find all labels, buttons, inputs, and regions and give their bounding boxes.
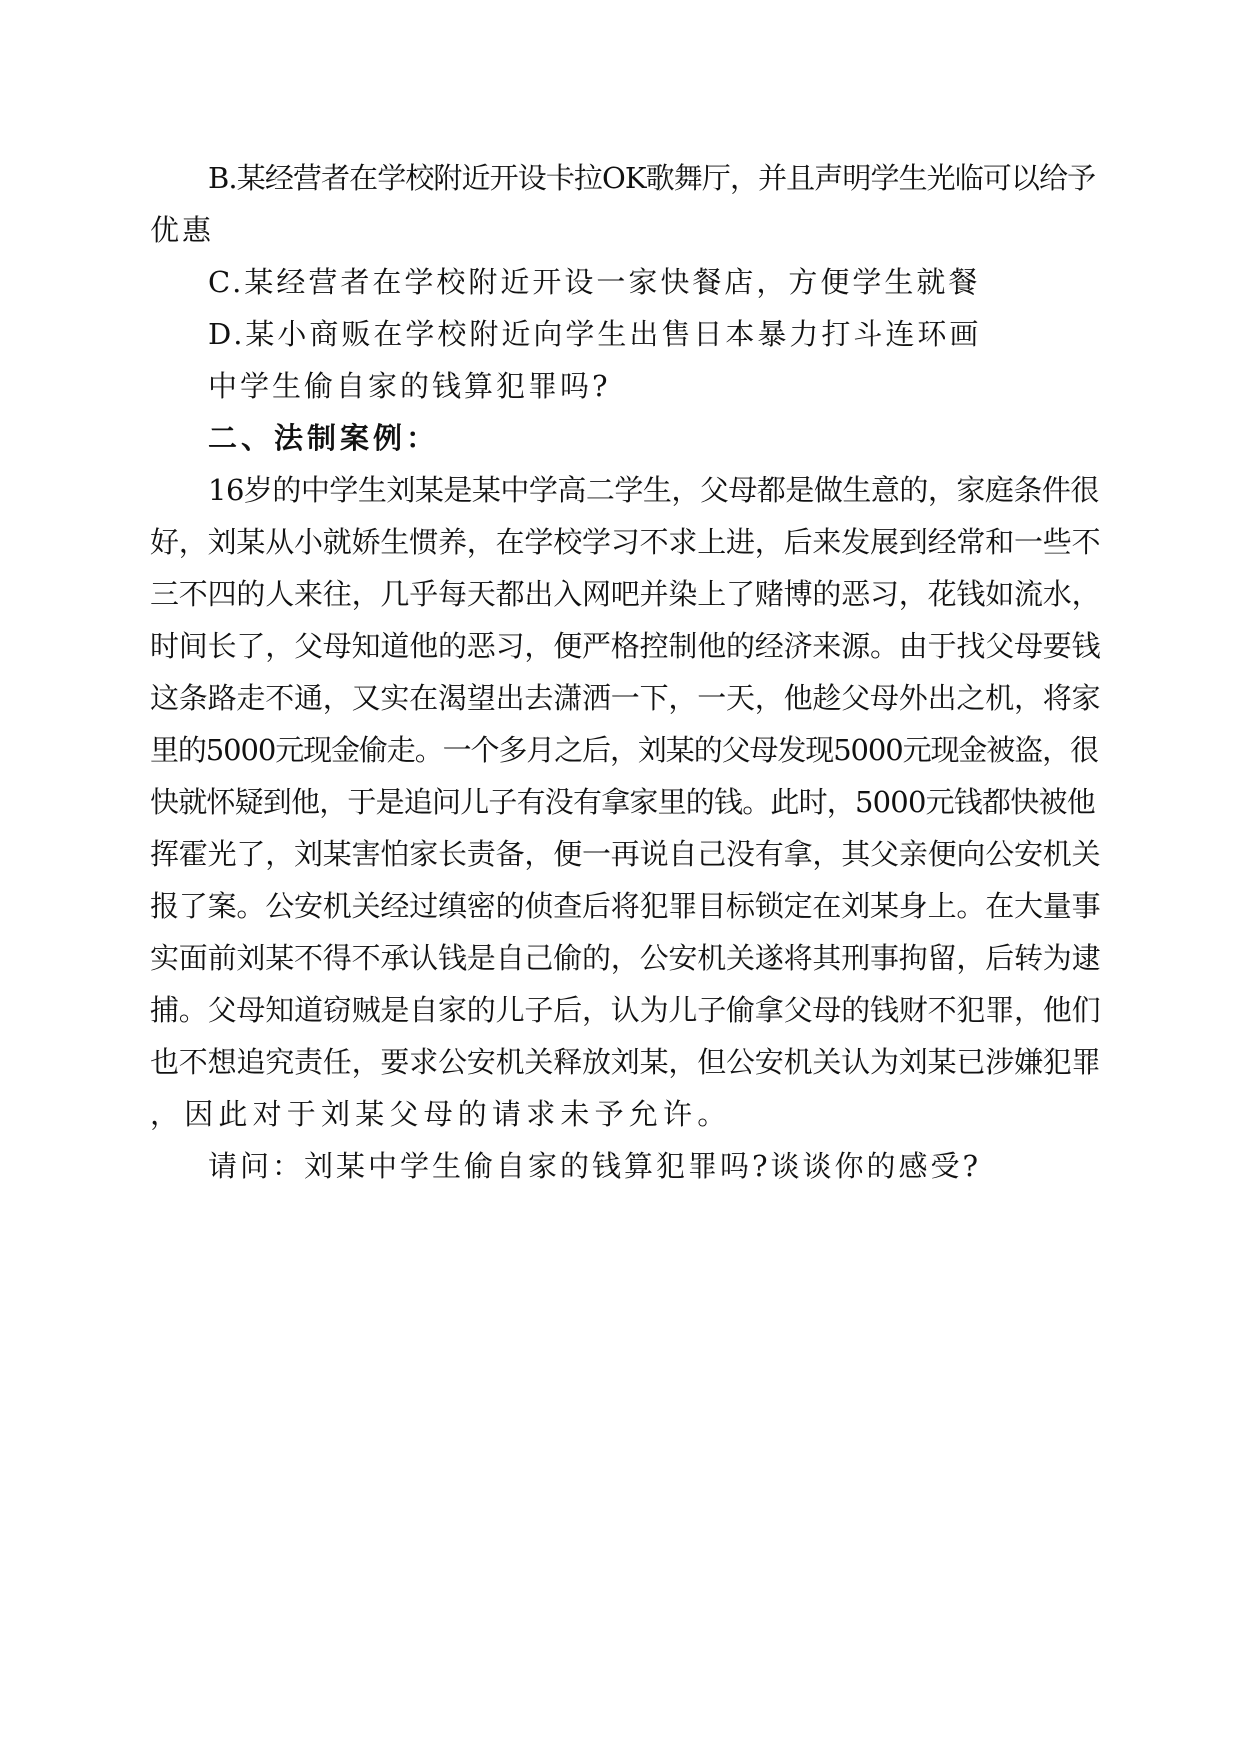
case-paragraph-line: 里的5000元现金偷走。一个多月之后，刘某的父母发现5000元现金被盗，很 — [150, 733, 1098, 767]
case-paragraph-line: ，因此对于刘某父母的请求未予允许。 — [150, 1097, 732, 1131]
case-paragraph-line: 时间长了，父母知道他的恶习，便严格控制他的经济来源。由于找父母要钱 — [150, 629, 1101, 663]
case-paragraph-line: 捕。父母知道窃贼是自家的儿子后，认为儿子偷拿父母的钱财不犯罪，他们 — [150, 993, 1101, 1027]
case-paragraph-line: 这条路走不通，又实在渴望出去潇洒一下，一天，他趁父母外出之机，将家 — [150, 681, 1101, 715]
case-paragraph-line: 挥霍光了，刘某害怕家长责备，便一再说自己没有拿，其父亲便向公安机关 — [150, 837, 1101, 871]
case-paragraph-line: 快就怀疑到他，于是追问儿子有没有拿家里的钱。此时，5000元钱都快被他 — [150, 785, 1095, 819]
question-line: 中学生偷自家的钱算犯罪吗? — [208, 369, 611, 403]
final-question: 请问：刘某中学生偷自家的钱算犯罪吗?谈谈你的感受? — [208, 1149, 982, 1183]
case-paragraph-line: 三不四的人来往，几乎每天都出入网吧并染上了赌博的恶习，花钱如流水， — [150, 577, 1101, 611]
section-heading: 二、法制案例： — [208, 421, 440, 455]
option-c: C.某经营者在学校附近开设一家快餐店，方便学生就餐 — [208, 265, 981, 299]
case-paragraph-line: 报了案。公安机关经过缜密的侦查后将犯罪目标锁定在刘某身上。在大量事 — [150, 889, 1101, 923]
case-paragraph-line: 16岁的中学生刘某是某中学高二学生，父母都是做生意的，家庭条件很 — [208, 473, 1099, 507]
case-paragraph-line: 实面前刘某不得不承认钱是自己偷的，公安机关遂将其刑事拘留，后转为逮 — [150, 941, 1101, 975]
case-paragraph-line: 也不想追究责任，要求公安机关释放刘某，但公安机关认为刘某已涉嫌犯罪 — [150, 1045, 1101, 1079]
option-b-line-1: B.某经营者在学校附近开设卡拉OK歌舞厅，并且声明学生光临可以给予 — [208, 161, 1096, 195]
case-paragraph-line: 好，刘某从小就娇生惯养，在学校学习不求上进，后来发展到经常和一些不 — [150, 525, 1101, 559]
option-b-line-2: 优惠 — [150, 213, 215, 247]
option-d: D.某小商贩在学校附近向学生出售日本暴力打斗连环画 — [208, 317, 982, 351]
